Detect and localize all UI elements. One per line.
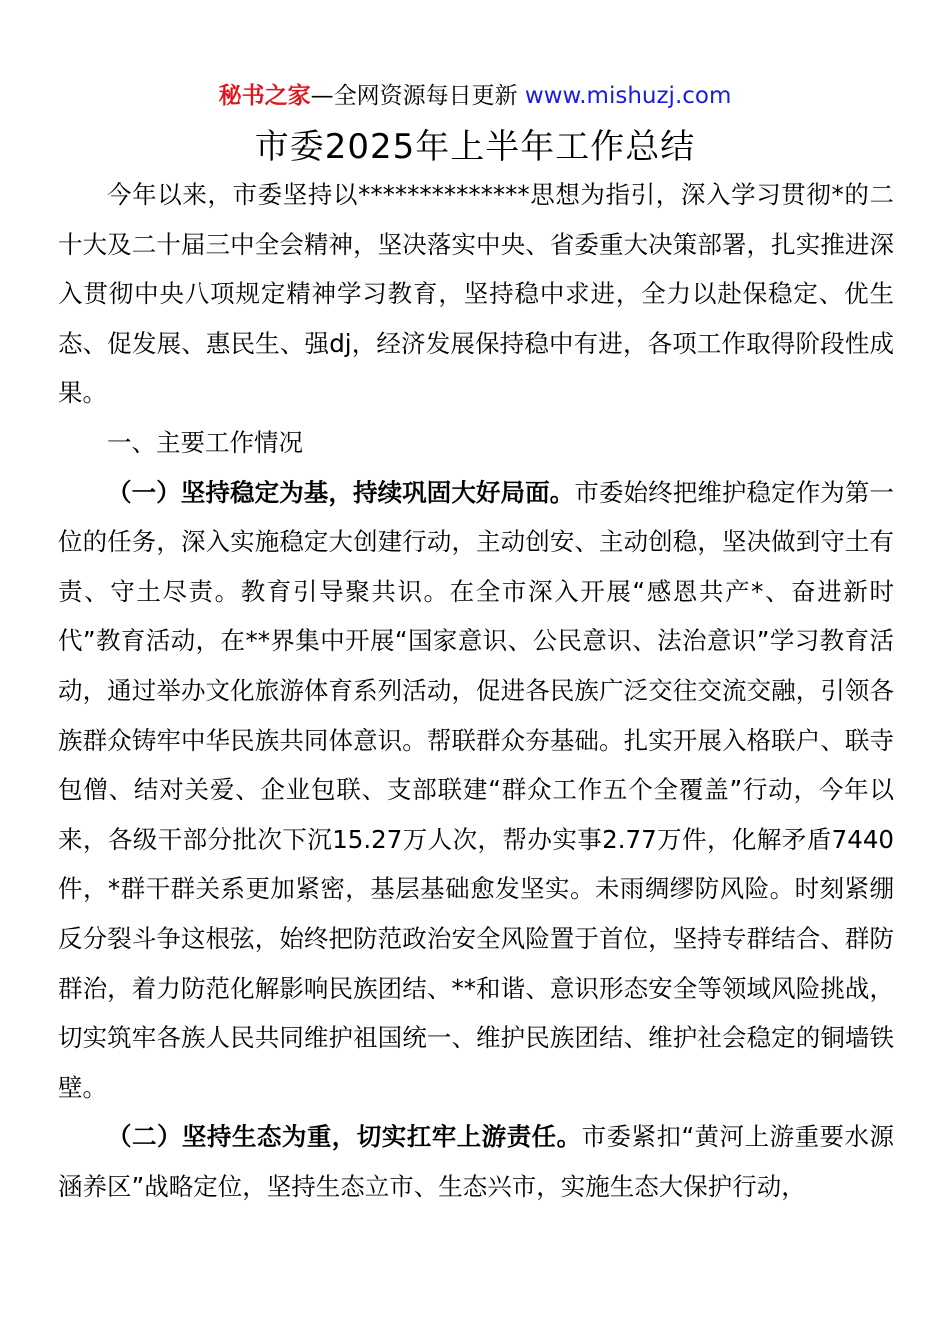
item-heading-2: （二）坚持生态为重，切实扛牢上游责任。 <box>107 1122 582 1152</box>
document-body <box>58 170 894 1211</box>
item-body-1: 市委始终把维护稳定作为第一位的任务，深入实施稳定大创建行动，主动创安、主动创稳，坚决做到守土有责、守土尽责。教育引导聚共识。在全市深入开展“感恩共产*、奋进新时代”教育活动，在**界集中开展“国家意识、公民意识、法治意识”学习教育活动，通过举办文化旅游体育系列活动，促进各民族广泛交往交流交融，引领各族群众铸牢中华民族共同体意识。帮联群众夯基础。扎实开展入格联户、联寺包僧、结对关爱、企业包联、支部联建“群众工作五个全覆盖”行动，今年以来，各级干部分批次下沉15.27万人次，帮办实事2.77万件，化解矛盾7440件，*群干群关系更加紧密，基层基础愈发坚实。未雨绸缪防风险。时刻紧绷反分裂斗争这根弦，始终把防范政治安全风险置于首位，坚持专群结合、群防群治，着力防范化解影响民族团结、**和谐、意识形态安全等领域风险挑战，切实筑牢各族人民共同维护祖国统一、维护民族团结、维护社会稳定的铜墙铁壁。 <box>58 477 895 1102</box>
item-heading-1: （一）坚持稳定为基，持续巩固大好局面。 <box>107 477 575 507</box>
site-url-link[interactable]: www.mishuzj.com <box>524 83 732 109</box>
header-tagline: —全网资源每日更新 <box>310 83 525 109</box>
brand-name: 秘书之家 <box>218 83 311 109</box>
item-paragraph-2 <box>58 1112 894 1211</box>
site-header-banner <box>0 80 950 112</box>
intro-paragraph: 今年以来，市委坚持以**************思想为指引，深入学习贯彻*的二十大及二十届三中全会精神，坚决落实中央、省委重大决策部署，扎实推进深入贯彻中央八项规定精神学习教育，坚持稳中求进，全力以赴保稳定、优生态、促发展、惠民生、强dj，经济发展保持稳中有进，各项工作取得阶段性成果。 <box>58 180 894 408</box>
item-body-2: 市委紧扣“黄河上游重要水源涵养区”战略定位，坚持生态立市、生态兴市，实施生态大保护行动， <box>58 1122 894 1201</box>
document-title: 市委2025年上半年工作总结 <box>254 127 696 167</box>
item-paragraph-1 <box>58 468 894 1113</box>
section-heading: 一、主要工作情况 <box>107 427 303 457</box>
